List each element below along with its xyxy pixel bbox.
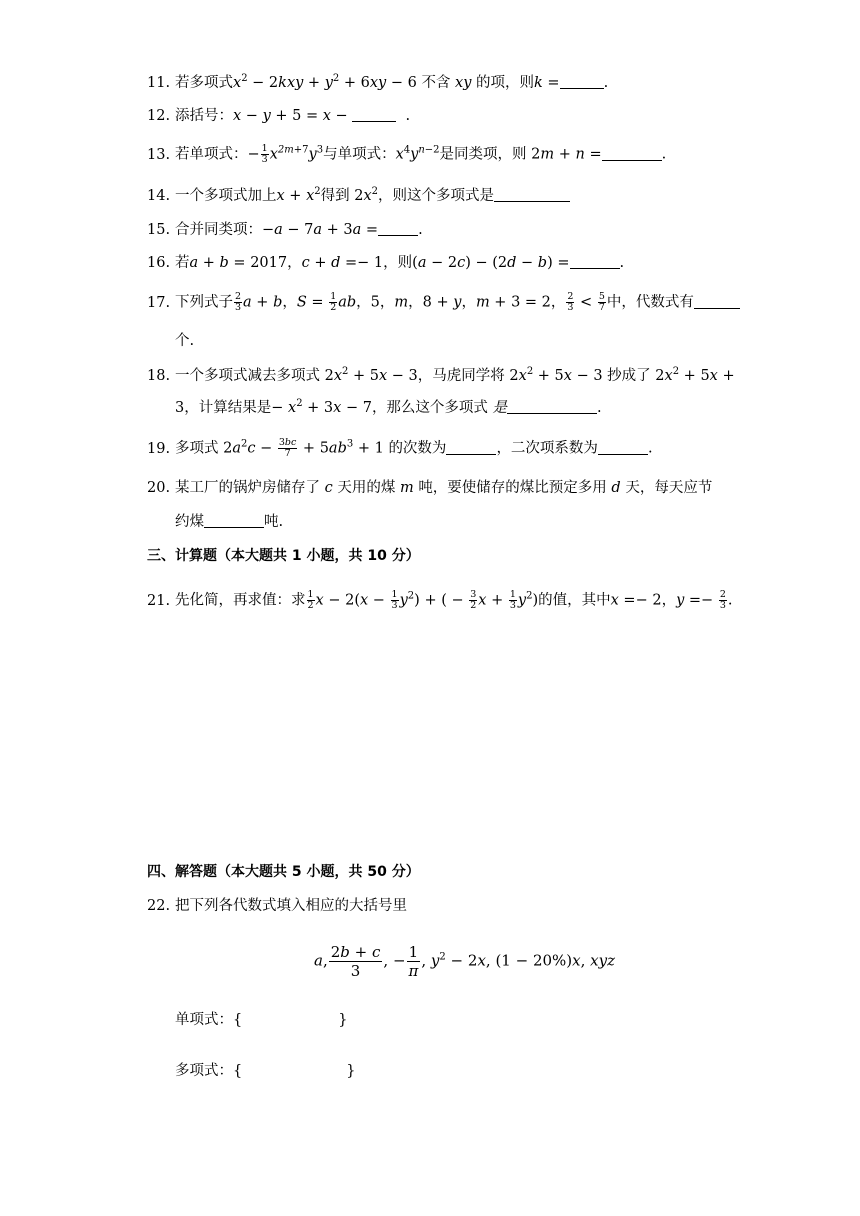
question-11: 11. 若多项式$x^2 - 2kxy + y^2 + 6xy - 6$ 不含 xy 的项，则k = . bbox=[147, 73, 609, 91]
section-heading-answers: 四、解答题（本大题共 5 小题，共 50 分） bbox=[147, 864, 420, 880]
question-text: 先化简，再求值：求 bbox=[175, 592, 306, 609]
question-text: . bbox=[647, 440, 653, 457]
question-text: 某工厂的锅炉房储存了 bbox=[175, 480, 320, 496]
question-text: ，则这个多项式是 bbox=[378, 188, 495, 204]
question-text: 中，代数式有 bbox=[606, 294, 694, 311]
set-close-brace: } bbox=[338, 1012, 348, 1028]
question-text: 不含 bbox=[421, 75, 451, 91]
question-text: ， bbox=[287, 255, 302, 271]
question-text: 是 bbox=[492, 400, 508, 416]
question-text: 把下列各代数式填入相应的大括号里 bbox=[175, 898, 407, 914]
answer-blank[interactable] bbox=[494, 187, 570, 202]
question-text: 若单项式： bbox=[175, 146, 248, 163]
question-text: 若 bbox=[175, 255, 190, 271]
question-number: 14. bbox=[147, 188, 171, 204]
question-text: 抄成了 2 bbox=[607, 368, 665, 384]
question-text: 得到 2 bbox=[320, 188, 364, 204]
answer-blank[interactable] bbox=[204, 513, 264, 528]
question-text: . bbox=[405, 108, 411, 124]
question-number: 22. bbox=[147, 898, 171, 914]
question-text: 若多项式 bbox=[175, 75, 233, 91]
question-14: 14. 一个多项式加上$x + x^2$得到 $2x^2$，则这个多项式是 bbox=[147, 186, 570, 206]
expression-list: a, $\frac{2b + c}{3}$ , − $\frac{1}{\pi}$ , $y^2 - 2x$, (1 − 20%)x, xyz bbox=[314, 943, 615, 980]
question-18-continued: 3，计算结果是− $x^2 + 3x - 7$，那么这个多项式 是 . bbox=[175, 398, 602, 416]
answer-blank[interactable] bbox=[598, 440, 648, 455]
question-text: 一个多项式加上 bbox=[175, 188, 277, 204]
answer-blank[interactable] bbox=[352, 107, 396, 122]
answer-blank[interactable] bbox=[446, 440, 496, 455]
question-number: 13. bbox=[147, 146, 171, 163]
question-text: 的项，则 bbox=[476, 75, 535, 91]
polynomial-set bbox=[175, 1061, 355, 1081]
section-heading-calculation: 三、计算题（本大题共 1 小题，共 10 分） bbox=[147, 548, 420, 564]
question-19: 19. 多项式 $2a^2c$ − $\frac{3bc}{7}$ + $5ab^3 + 1$ 的次数为 ，二次项系数为 . bbox=[147, 437, 653, 459]
question-20: 20. 某工厂的锅炉房储存了 c 天用的煤 m 吨，要使储存的煤比预定多用 d 天，每天应节 bbox=[147, 480, 713, 496]
question-21: 21. 先化简，再求值：求 $\frac{1}{2}$ x − 2(x − $\frac{1}{3}$ $y^2$) + ( − $\frac{3}{2}$ x + $\frac{1}{3}$ $y^2$)的值，其中x =− 2，y =− $\frac{2}{3}$ . bbox=[147, 589, 733, 611]
set-label: 单项式：{ bbox=[175, 1012, 243, 1028]
question-text: 合并同类项： bbox=[175, 222, 262, 238]
question-text: . bbox=[619, 255, 625, 271]
question-text: . bbox=[661, 146, 667, 163]
question-17-continued bbox=[175, 331, 194, 351]
question-text: 的值，其中 bbox=[538, 592, 611, 609]
answer-blank[interactable] bbox=[507, 399, 597, 414]
answer-blank[interactable] bbox=[570, 254, 620, 269]
question-text: 与单项式： bbox=[323, 146, 396, 163]
question-text: 3，计算结果是 bbox=[175, 400, 272, 416]
question-12: 12. 添括号：x − y + 5 = x − . bbox=[147, 108, 411, 124]
question-text: 多项式 2 bbox=[175, 440, 233, 457]
set-label: 多项式：{ bbox=[175, 1063, 243, 1079]
question-number: 18. bbox=[147, 368, 171, 384]
question-text: ，二次项系数为 bbox=[496, 440, 598, 457]
question-number: 16. bbox=[147, 255, 171, 271]
question-number: 17. bbox=[147, 294, 171, 311]
question-text: 个. bbox=[175, 333, 195, 349]
question-16: 16. 若a + b = 2017，c + d =− 1，则(a − 2c) − (2d − b) = . bbox=[147, 255, 625, 271]
question-17: 17. 下列式子 $\frac{2}{3}$ a + b，S = $\frac{1}{2}$ ab，5，m，8 + y，m + 3 = 2， $\frac{2}{3}$ < $\frac{5}{7}$ 中，代数式有 bbox=[147, 292, 740, 313]
question-text: ，则 bbox=[383, 255, 413, 271]
question-text: 下列式子 bbox=[175, 294, 233, 311]
answer-blank[interactable] bbox=[378, 221, 418, 236]
question-text: ，那么这个多项式 bbox=[371, 400, 488, 416]
question-text: 吨，要使储存的煤比预定多用 bbox=[418, 480, 607, 496]
question-text: 是同类项，则 2 bbox=[439, 146, 541, 163]
question-18: 18. 一个多项式减去多项式 $2x^2 + 5x - 3$，马虎同学将 $2x^2 + 5x - 3$ 抄成了 $2x^2 + 5x$ + bbox=[147, 366, 735, 384]
question-number: 20. bbox=[147, 480, 171, 496]
question-text: . bbox=[603, 75, 609, 91]
question-text: . bbox=[418, 222, 423, 238]
question-text: 添括号： bbox=[175, 108, 233, 124]
question-20-continued bbox=[175, 512, 283, 532]
question-number: 21. bbox=[147, 592, 171, 609]
question-text: . bbox=[597, 400, 602, 416]
question-text: 吨. bbox=[264, 514, 284, 530]
question-number: 15. bbox=[147, 222, 171, 238]
question-13: 13. 若单项式：− $\frac{1}{3}$ $x^{2m+7}y^3$与单项式：$x^4y^{n-2}$是同类项，则 2m + n = . bbox=[147, 143, 667, 165]
answer-blank[interactable] bbox=[602, 146, 662, 161]
question-text: 的次数为 bbox=[388, 440, 447, 457]
question-number: 11. bbox=[147, 75, 171, 91]
question-22 bbox=[147, 896, 407, 916]
question-15: 15. 合并同类项：−a − 7a + 3a = . bbox=[147, 222, 423, 238]
question-text: ， bbox=[661, 592, 677, 609]
question-number: 19. bbox=[147, 440, 171, 457]
answer-blank[interactable] bbox=[694, 294, 740, 309]
question-number: 12. bbox=[147, 108, 171, 124]
question-text: 约煤 bbox=[175, 514, 204, 530]
question-text: 天，每天应节 bbox=[625, 480, 713, 496]
question-text: ，马虎同学将 2 bbox=[417, 368, 519, 384]
answer-blank[interactable] bbox=[560, 74, 604, 89]
question-text: 天用的煤 bbox=[337, 480, 396, 496]
monomial-set bbox=[175, 1010, 347, 1030]
set-close-brace: } bbox=[346, 1063, 356, 1079]
question-text: 一个多项式减去多项式 2 bbox=[175, 368, 334, 384]
